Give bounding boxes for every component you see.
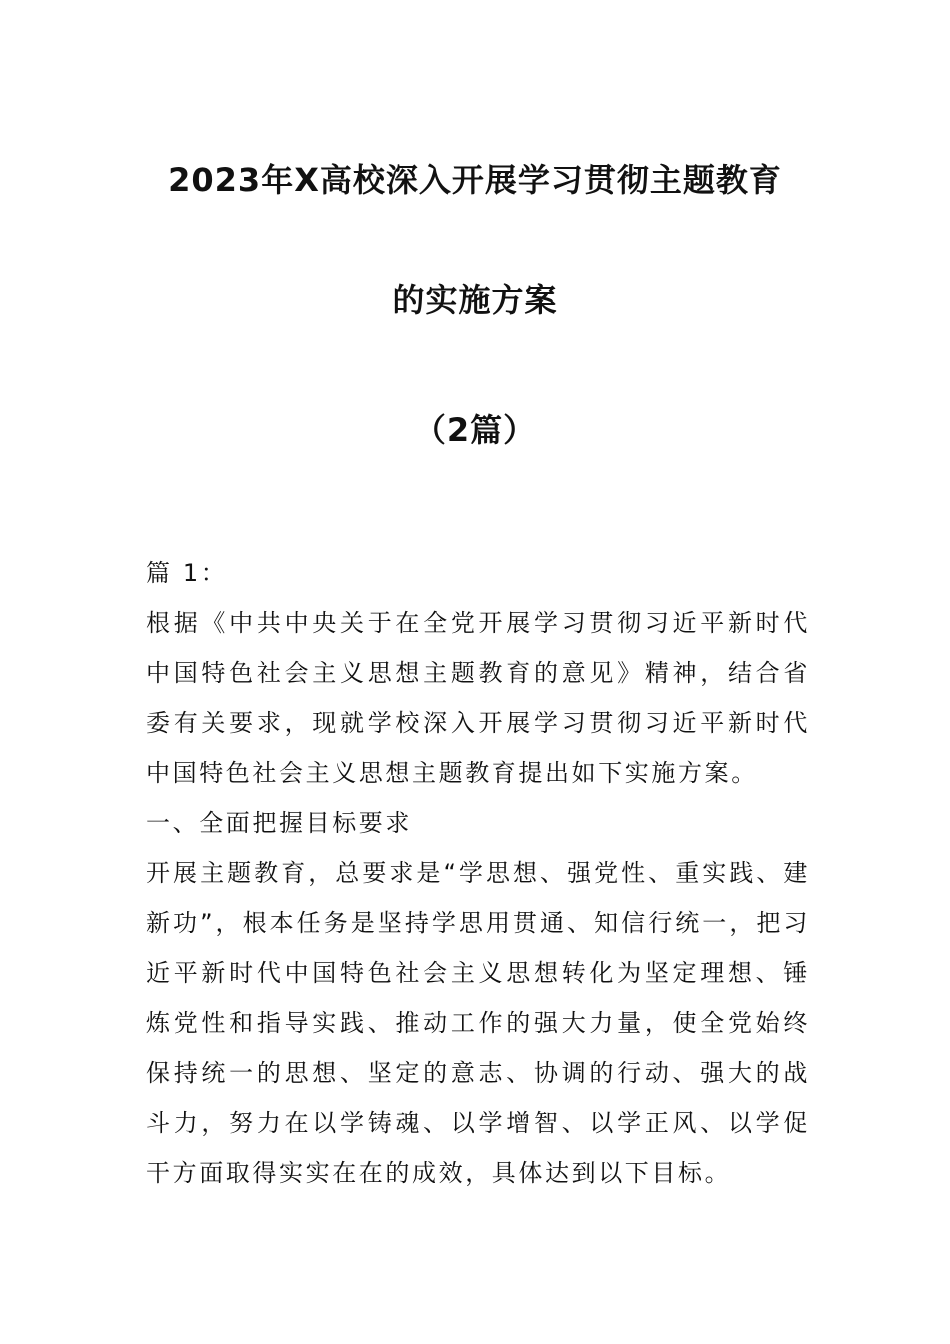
section-label: 篇 1： <box>146 559 228 587</box>
document-subtitle-count: （2篇） <box>413 411 537 449</box>
intro-paragraph: 根据《中共中央关于在全党开展学习贯彻习近平新时代中国特色社会主义思想主题教育的意见》精神，结合省委有关要求，现就学校深入开展学习贯彻习近平新时代中国特色社会主义思想主题教育提出如下实施方案。 <box>146 609 810 787</box>
document-title-line-2: 的实施方案 <box>392 281 558 319</box>
goal-paragraph: 开展主题教育，总要求是“学思想、强党性、重实践、建新功”，根本任务是坚持学思用贯通、知信行统一，把习近平新时代中国特色社会主义思想转化为坚定理想、锤炼党性和指导实践、推动工作的强大力量，使全党始终保持统一的思想、坚定的意志、协调的行动、强大的战斗力，努力在以学铸魂、以学增智、以学正风、以学促干方面取得实实在在的成效，具体达到以下目标。 <box>146 859 810 1187</box>
section-heading: 一、全面把握目标要求 <box>146 809 412 837</box>
document-body <box>146 548 810 1198</box>
document-title-line-1: 2023年X高校深入开展学习贯彻主题教育 <box>168 161 782 199</box>
